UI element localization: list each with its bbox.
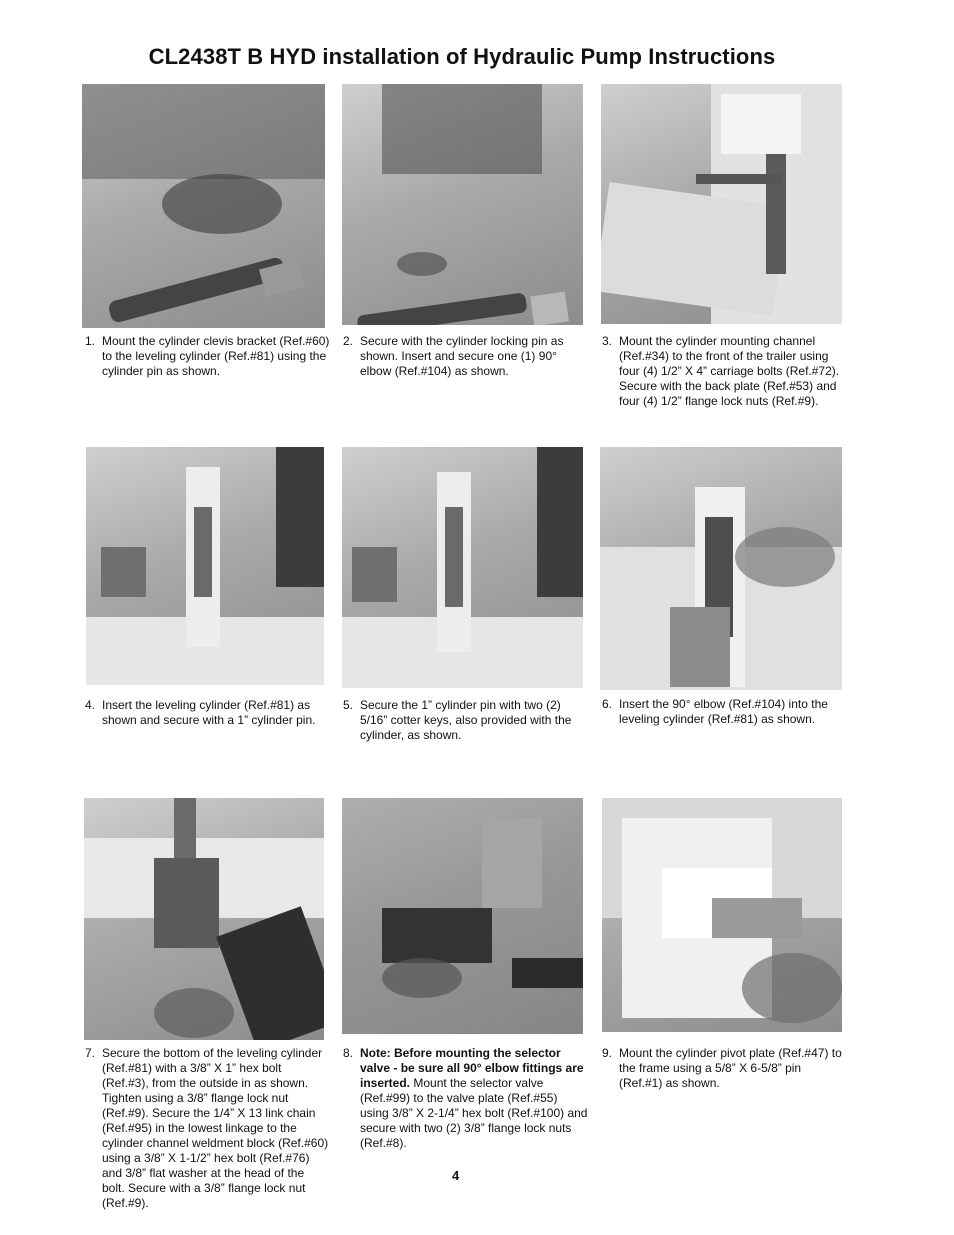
step-3-text: Mount the cylinder mounting channel (Ref.#34) to the front of the trailer using four (4) 1/2” X 4” carriage bolts (Ref.#72). Secure with the back plate (Ref.#53) and four (4) 1/2” flange lock nuts (Ref.#9). <box>619 334 840 408</box>
step-8-note: Note: Before mounting the selector valve - be sure all 90° elbow fittings are inserted. <box>360 1046 584 1090</box>
step-5-number: 5. <box>343 698 354 712</box>
step-4-photo <box>86 447 324 685</box>
step-3-number: 3. <box>602 334 613 348</box>
step-8-photo <box>342 798 583 1034</box>
step-5-photo <box>342 447 583 688</box>
step-4-text: Insert the leveling cylinder (Ref.#81) as shown and secure with a 1” cylinder pin. <box>102 698 316 727</box>
step-8-instruction <box>343 1046 588 1151</box>
step-7-instruction <box>85 1046 330 1211</box>
step-1-photo <box>82 84 325 328</box>
step-6-number: 6. <box>602 697 613 711</box>
step-6-text: Insert the 90° elbow (Ref.#104) into the leveling cylinder (Ref.#81) as shown. <box>619 697 828 726</box>
step-2-number: 2. <box>343 334 354 348</box>
step-7-photo <box>84 798 324 1040</box>
step-7-number: 7. <box>85 1046 96 1060</box>
step-3-photo <box>601 84 842 324</box>
page-title: CL2438T B HYD installation of Hydraulic Pump Instructions <box>148 44 776 69</box>
step-2-text: Secure with the cylinder locking pin as shown. Insert and secure one (1) 90° elbow (Ref.#104) as shown. <box>360 334 564 378</box>
page-number: 4 <box>452 1168 460 1183</box>
step-6-instruction <box>602 697 847 727</box>
step-9-instruction <box>602 1046 847 1091</box>
step-5-text: Secure the 1” cylinder pin with two (2) 5/16” cotter keys, also provided with the cylinder, as shown. <box>360 698 572 742</box>
step-2-instruction <box>343 334 588 379</box>
step-2-photo <box>342 84 583 325</box>
step-1-number: 1. <box>85 334 96 348</box>
step-4-number: 4. <box>85 698 96 712</box>
step-9-photo <box>602 798 842 1032</box>
step-1-text: Mount the cylinder clevis bracket (Ref.#60) to the leveling cylinder (Ref.#81) using the cylinder pin as shown. <box>102 334 330 378</box>
step-8-body: Mount the selector valve (Ref.#99) to the valve plate (Ref.#55) using 3/8” X 2-1/4” hex bolt (Ref.#100) and secure with two (2) 3/8” flange lock nuts (Ref.#8). <box>360 1076 588 1150</box>
step-3-instruction <box>602 334 847 409</box>
step-6-photo <box>600 447 842 690</box>
step-4-instruction <box>85 698 330 728</box>
step-9-text: Mount the cylinder pivot plate (Ref.#47) to the frame using a 5/8” X 6-5/8” pin (Ref.#1) as shown. <box>619 1046 842 1090</box>
step-1-instruction <box>85 334 330 379</box>
step-7-text: Secure the bottom of the leveling cylinder (Ref.#81) with a 3/8” X 1” hex bolt (Ref.#3), from the outside in as shown. Tighten using a 3/8” flange lock nut (Ref.#9). Secure the 1/4” X 13 link chain (Ref.#95) in the lowest linkage to the cylinder channel weldment block (Ref.#60) using a 3/8” X 1-1/2” hex bolt (Ref.#76) and 3/8” flat washer at the head of the bolt. Secure with a 3/8” flange lock nut (Ref.#9). <box>102 1046 329 1210</box>
step-5-instruction <box>343 698 588 743</box>
step-8-text <box>360 1046 588 1151</box>
step-8-number: 8. <box>343 1046 354 1060</box>
step-9-number: 9. <box>602 1046 613 1060</box>
